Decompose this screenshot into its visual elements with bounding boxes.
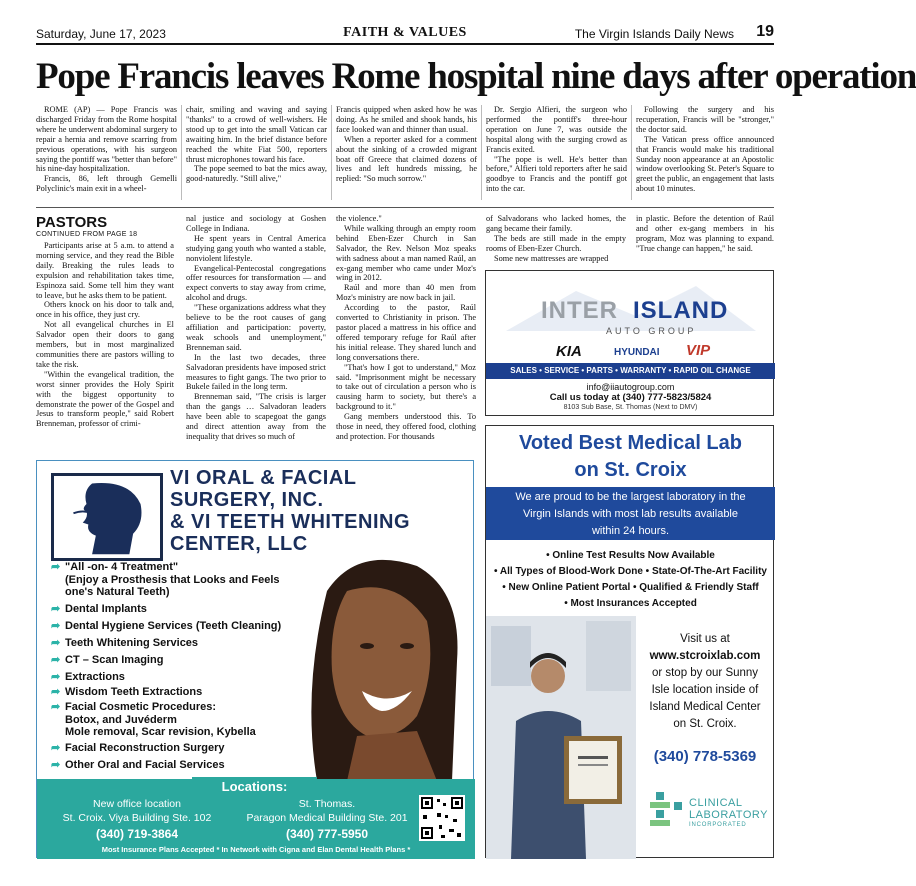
pope-article-col-4 <box>486 105 627 194</box>
location-line: New office location <box>93 798 181 810</box>
vi-title-line: SURGERY, INC. <box>170 489 324 511</box>
pope-article-col-3 <box>336 105 477 184</box>
service-item <box>51 759 225 772</box>
address: 8103 Sub Base, St. Thomas (Next to DMV) <box>563 404 698 411</box>
service-label: Extractions <box>65 671 125 683</box>
service-label: "All -on- 4 Treatment" <box>65 561 179 573</box>
service-item <box>51 620 281 633</box>
logo-word-island: ISLAND <box>633 297 729 324</box>
service-sub: Mole removal, Scar revision, Kybella <box>65 726 256 738</box>
lab-feature: • Online Test Results Now Available <box>546 550 715 561</box>
pastors-col-4 <box>486 214 626 264</box>
paragraph: When a reporter asked for a comment about the sinking of a crowded migrant boat off Greece that claimed dozens of lives and left hundreds missing, he replied: "So much sorrow." <box>336 134 477 184</box>
smiling-woman-photo <box>287 551 477 781</box>
column-rule <box>331 105 332 200</box>
paragraph: Francis, 86, left through Gemelli Polyclinic's main exit in a wheel- <box>36 174 177 194</box>
header-rule <box>36 43 774 45</box>
service-label: Other Oral and Facial Services <box>65 759 225 771</box>
service-sub: one's Natural Teeth) <box>65 586 170 598</box>
vi-title-line: CENTER, LLC <box>170 533 308 555</box>
service-sub: Botox, and Juvéderm <box>65 713 177 726</box>
paragraph: "Within the evangelical tradition, the worst sinner provides the Holy Spirit with the biggest opportunity to demonstrate the power of the Gospel and Jesus to transform people," said Robert Brenneman, professor of crimi- <box>36 369 174 429</box>
vi-oral-surgery-ad[interactable] <box>36 460 474 858</box>
arrow-icon: ➦ <box>51 620 61 632</box>
paragraph: Dr. Sergio Alfieri, the surgeon who performed the pontiff's three-hour operation on June 7, was outside the hospital along with the surging crowd as Francis exited. <box>486 105 627 154</box>
column-rule <box>181 105 182 200</box>
lab-phone[interactable]: (340) 778-5369 <box>653 748 757 765</box>
paragraph: chair, smiling and waving and saying "thanks" to a crowd of well-wishers. He stood up to get into the small Vatican car awaiting him. In the brief distance before reached the white Fiat 500, reporters thrust microphones toward his face. <box>186 105 327 164</box>
band-line: Virgin Islands with most lab results available <box>522 508 738 520</box>
paragraph: Some new mattresses are wrapped <box>494 253 609 263</box>
pastors-col-5 <box>636 214 774 254</box>
section-title: FAITH & VALUES <box>343 25 467 40</box>
arrow-icon: ➦ <box>51 654 61 666</box>
newspaper-name: The Virgin Islands Daily News <box>574 27 734 41</box>
pastors-col-2 <box>186 214 326 442</box>
pastors-col-1 <box>36 241 174 429</box>
logo-text: INCORPORATED <box>689 822 747 828</box>
paragraph: He spent years in Central America studying gang youth who wanted a stable, nonviolent lifestyle. <box>186 233 326 263</box>
service-label: Dental Implants <box>65 603 147 615</box>
service-item <box>51 686 202 699</box>
vi-title-line: VI ORAL & FACIAL <box>170 467 357 489</box>
service-label: CT – Scan Imaging <box>65 654 164 666</box>
pope-article-col-1 <box>36 105 177 194</box>
service-label: Dental Hygiene Services (Teeth Cleaning) <box>65 620 282 632</box>
service-item <box>51 637 198 650</box>
arrow-icon: ➦ <box>51 671 61 683</box>
pastors-col-3 <box>336 214 476 442</box>
band-line: We are proud to be the largest laboratory in the <box>515 491 746 503</box>
paragraph: "These organizations address what they believe to be the root causes of gang affiliation and participation: poverty, weak schools and unemployment," Brenneman said. <box>186 303 326 352</box>
header-date: Saturday, June 17, 2023 <box>36 27 166 41</box>
lab-feature: • Most Insurances Accepted <box>564 598 697 609</box>
location-line: Paragon Medical Building Ste. 201 <box>246 812 408 824</box>
service-item <box>51 671 125 684</box>
paragraph: According to the pastor, Raúl converted to Christianity in prison. The pastor placed a mattress in his office and offered temporary refuge for Raúl after his initial release. They shared lunch and long conversations there. <box>336 303 476 362</box>
service-label: Facial Cosmetic Procedures: <box>65 701 217 713</box>
pope-article-col-2 <box>186 105 327 184</box>
arrow-icon: ➦ <box>51 701 61 713</box>
logo-text: CLINICAL <box>689 797 743 809</box>
paragraph: Participants arise at 5 a.m. to attend a morning service, and they read the Bible daily. Breaking the rules leads to expulsion and rehabilitation takes time, Espinoza said. Some tell him they want to leave, but he asks them to be patient. <box>36 241 174 300</box>
arrow-icon: ➦ <box>51 742 61 754</box>
service-item <box>51 701 256 739</box>
visit-line: on St. Croix. <box>673 718 737 730</box>
email-link[interactable]: info@iiautogroup.com <box>586 382 675 392</box>
arrow-icon: ➦ <box>51 686 61 698</box>
paragraph: Brenneman said, "The crisis is larger than the gangs … Salvadoran leaders have been able to scapegoat the gangs and direct attention away from the inequality that drives so much of <box>186 392 326 441</box>
locations-title: Locations: <box>192 777 317 797</box>
paragraph: "The pope is well. He's better than before," Alfieri told reporters after he said goodbye to Francis and the pontiff got into the car. <box>486 154 627 194</box>
hyundai-logo: HYUNDAI <box>614 347 660 358</box>
paragraph: ROME (AP) — Pope Francis was discharged Friday from the Rome hospital where he underwent abdominal surgery to repair a hernia and remove scarring from previous operations, with his surgeon saying the pontiff was "better than before" his nine-day hospitalization. <box>36 105 177 174</box>
service-sub: (Enjoy a Prosthesis that Looks and Feels <box>65 573 280 586</box>
paragraph: Evangelical-Pentecostal congregations offer resources for transformation — and expect converts to stay away from crime, alcohol and drugs. <box>186 263 326 303</box>
kia-logo: KIA <box>556 343 582 360</box>
location-st-croix <box>47 797 227 825</box>
arrow-icon: ➦ <box>51 603 61 615</box>
lab-staff-photo <box>486 616 636 859</box>
paragraph: The beds are still made in the empty rooms of Eben-Ezer Church. <box>486 233 626 253</box>
paragraph: nal justice and sociology at Goshen College in Indiana. <box>186 214 326 233</box>
call-number[interactable]: Call us today at (340) 777-5823/5824 <box>549 392 712 403</box>
vi-title-line: & VI TEETH WHITENING <box>170 511 410 533</box>
logo-text: LABORATORY <box>689 809 768 821</box>
main-headline: Pope Francis leaves Rome hospital nine days after operation <box>36 56 916 97</box>
phone-st-thomas[interactable]: (340) 777-5950 <box>285 827 369 841</box>
lab-website-link[interactable]: www.stcroixlab.com <box>649 650 761 662</box>
service-item <box>51 561 280 599</box>
pastors-title: PASTORS <box>36 214 108 231</box>
paragraph: of Salvadorans who lacked homes, the gang became their family. <box>486 214 626 233</box>
arrow-icon: ➦ <box>51 759 61 771</box>
insurance-footer: Most Insurance Plans Accepted * In Network with Cigna and Elan Dental Health Plans * <box>101 845 411 854</box>
visit-line: Visit us at <box>680 633 730 645</box>
lab-blue-band <box>486 487 775 540</box>
page-number: 19 <box>756 23 774 40</box>
column-rule <box>631 105 632 200</box>
headline-line: on St. Croix <box>574 459 687 481</box>
continued-from: CONTINUED FROM PAGE 18 <box>36 231 138 238</box>
logo-word-inter: INTER <box>541 297 618 324</box>
vip-logo: VIP <box>686 342 711 359</box>
phone-st-croix[interactable]: (340) 719-3864 <box>95 827 179 841</box>
service-item <box>51 742 225 755</box>
paragraph: in plastic. Before the detention of Raúl and other ex-gang members in his program, Moz was planning to expand. "True change can happen," he said. <box>636 214 774 253</box>
pope-article-col-5 <box>636 105 774 194</box>
service-label: Wisdom Teeth Extractions <box>65 686 203 698</box>
arrow-icon: ➦ <box>51 561 61 573</box>
service-item <box>51 654 163 667</box>
visit-line: Isle location inside of <box>651 684 759 696</box>
service-label: Facial Reconstruction Surgery <box>65 742 225 754</box>
arrow-icon: ➦ <box>51 637 61 649</box>
visit-line: or stop by our Sunny <box>651 667 759 679</box>
paragraph: Francis quipped when asked how he was doing. As he smiled and shook hands, his face looked wan and thinner than usual. <box>336 105 477 134</box>
service-item <box>51 603 147 616</box>
paragraph: the violence." <box>336 214 382 223</box>
location-line: St. Croix. Viya Building Ste. 102 <box>62 812 212 824</box>
inter-island-ad[interactable] <box>485 270 774 416</box>
headline-line: Voted Best Medical Lab <box>518 432 742 454</box>
lab-headline <box>486 430 775 484</box>
brand-logos <box>546 341 746 363</box>
location-st-thomas <box>227 797 427 825</box>
face-profile-logo-icon <box>51 473 163 561</box>
paragraph: "That's how I got to understand," Moz said. "Imprisonment might be necessary to take out of circulation a person who is causing harm to society, but there's a background to it." <box>336 362 476 412</box>
paragraph: Not all evangelical churches in El Salvador open their doors to gang members, but in most marginalized communities there are pastors willing to take the risk. <box>36 320 174 369</box>
logo-subtitle: AUTO GROUP <box>606 326 697 336</box>
services-bar: SALES • SERVICE • PARTS • WARRANTY • RAPID OIL CHANGE <box>486 363 775 379</box>
band-line: within 24 hours. <box>591 525 670 537</box>
paragraph: Others knock on his door to talk and, once in his office, they just cry. <box>36 300 174 320</box>
section-divider <box>36 207 774 208</box>
service-label: Teeth Whitening Services <box>65 637 199 649</box>
column-rule <box>481 105 482 200</box>
paragraph: Following the surgery and his recuperation, Francis will be "stronger," the doctor said. <box>636 105 774 134</box>
paragraph: Raúl and more than 40 men from Moz's ministry are now back in jail. <box>336 283 476 303</box>
medical-lab-ad[interactable] <box>485 425 774 858</box>
paragraph: While walking through an empty room behind Eben-Ezer Church in San Salvador, the Rev. Nelson Moz speaks with sadness about a man named Raúl, an ex-gang member who came under Moz's wing in 2012. <box>336 223 476 283</box>
visit-line: Island Medical Center <box>649 701 761 713</box>
qr-code-icon[interactable] <box>419 795 465 841</box>
lab-visit-info <box>636 631 774 733</box>
paragraph: Gang members understood this. To those in need, they offered food, clothing and protection. For thousands <box>336 412 476 441</box>
lab-feature: • New Online Patient Portal • Qualified & Friendly Staff <box>502 582 759 593</box>
paragraph: The pope seemed to bat the mics away, good-naturedly. "Still alive," <box>186 164 327 184</box>
paragraph: The Vatican press office announced that Francis would make his traditional Sunday noon appearance at an Apostolic window overlooking St. Peter's Square to greet the public, an engagement that lasts about 10 minutes. <box>636 134 774 194</box>
paragraph: In the last two decades, three Salvadoran presidents have imposed strict measures to fight gangs. The two prior to Bukele failed in the long term. <box>186 352 326 392</box>
location-line: St. Thomas. <box>298 798 356 810</box>
lab-feature: • All Types of Blood-Work Done • State-Of-The-Art Facility <box>494 566 767 577</box>
